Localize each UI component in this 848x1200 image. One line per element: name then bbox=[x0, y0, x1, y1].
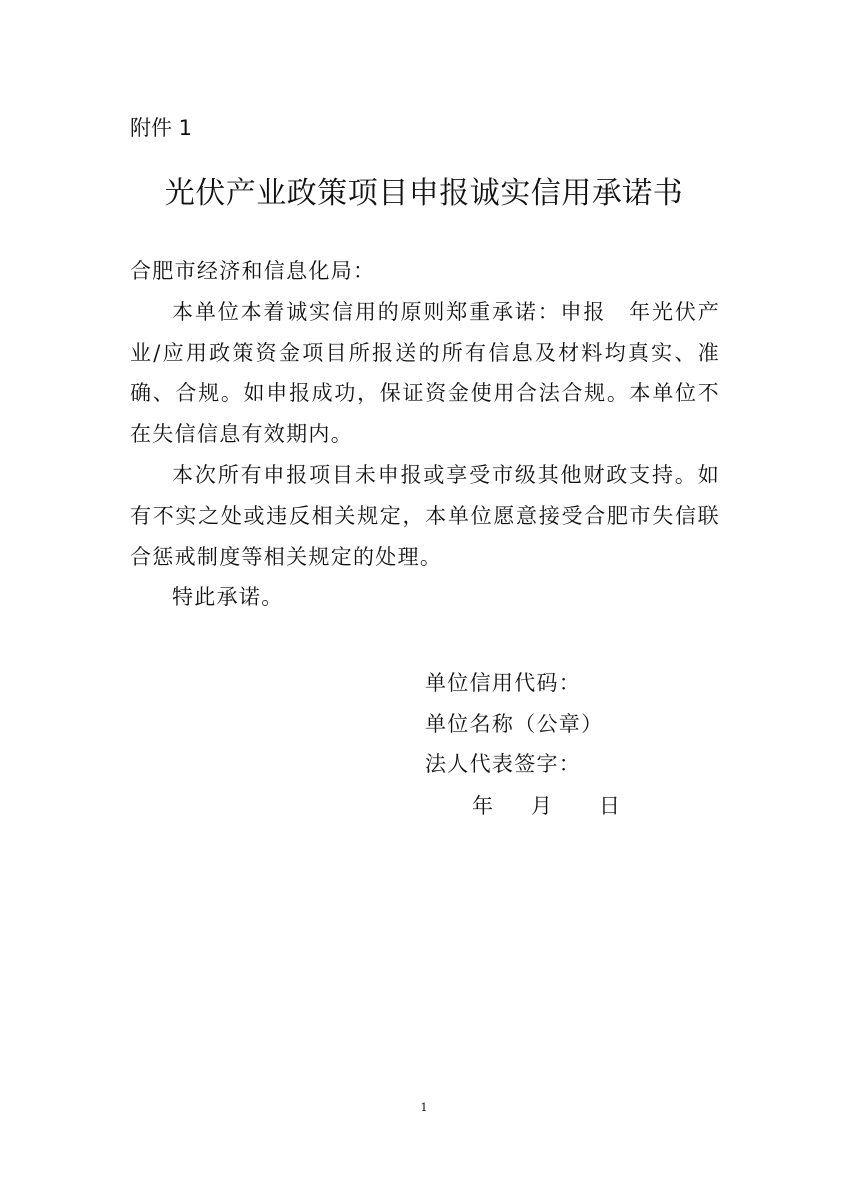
unit-name-label: 单位名称（公章） bbox=[425, 711, 604, 736]
page-number: 1 bbox=[420, 1101, 428, 1114]
legal-rep-label: 法人代表签字： bbox=[425, 752, 582, 776]
document-body bbox=[130, 251, 720, 618]
date-month-label: 月 bbox=[531, 794, 552, 818]
commitment-paragraph-1: 本单位本着诚实信用的原则郑重承诺：申报 年光伏产业/应用政策资金项目所报送的所有信息及材料均真实、准确、合规。如申报成功，保证资金使用合法合规。本单位不在失信信息有效期内。 bbox=[130, 299, 720, 447]
closing-statement: 特此承诺。 bbox=[172, 585, 284, 610]
document-title: 光伏产业政策项目申报诚实信用承诺书 bbox=[164, 176, 684, 211]
attachment-label: 附件 1 bbox=[130, 116, 193, 140]
addressee: 合肥市经济和信息化局： bbox=[130, 259, 376, 283]
commitment-paragraph-2: 本次所有申报项目未申报或享受市级其他财政支持。如有不实之处或违反相关规定，本单位愿意接受合肥市失信联合惩戒制度等相关规定的处理。 bbox=[130, 462, 720, 569]
credit-code-label: 单位信用代码： bbox=[425, 671, 582, 695]
date-year-label: 年 bbox=[472, 794, 493, 818]
date-day-label: 日 bbox=[599, 794, 620, 818]
signature-block bbox=[425, 663, 603, 785]
